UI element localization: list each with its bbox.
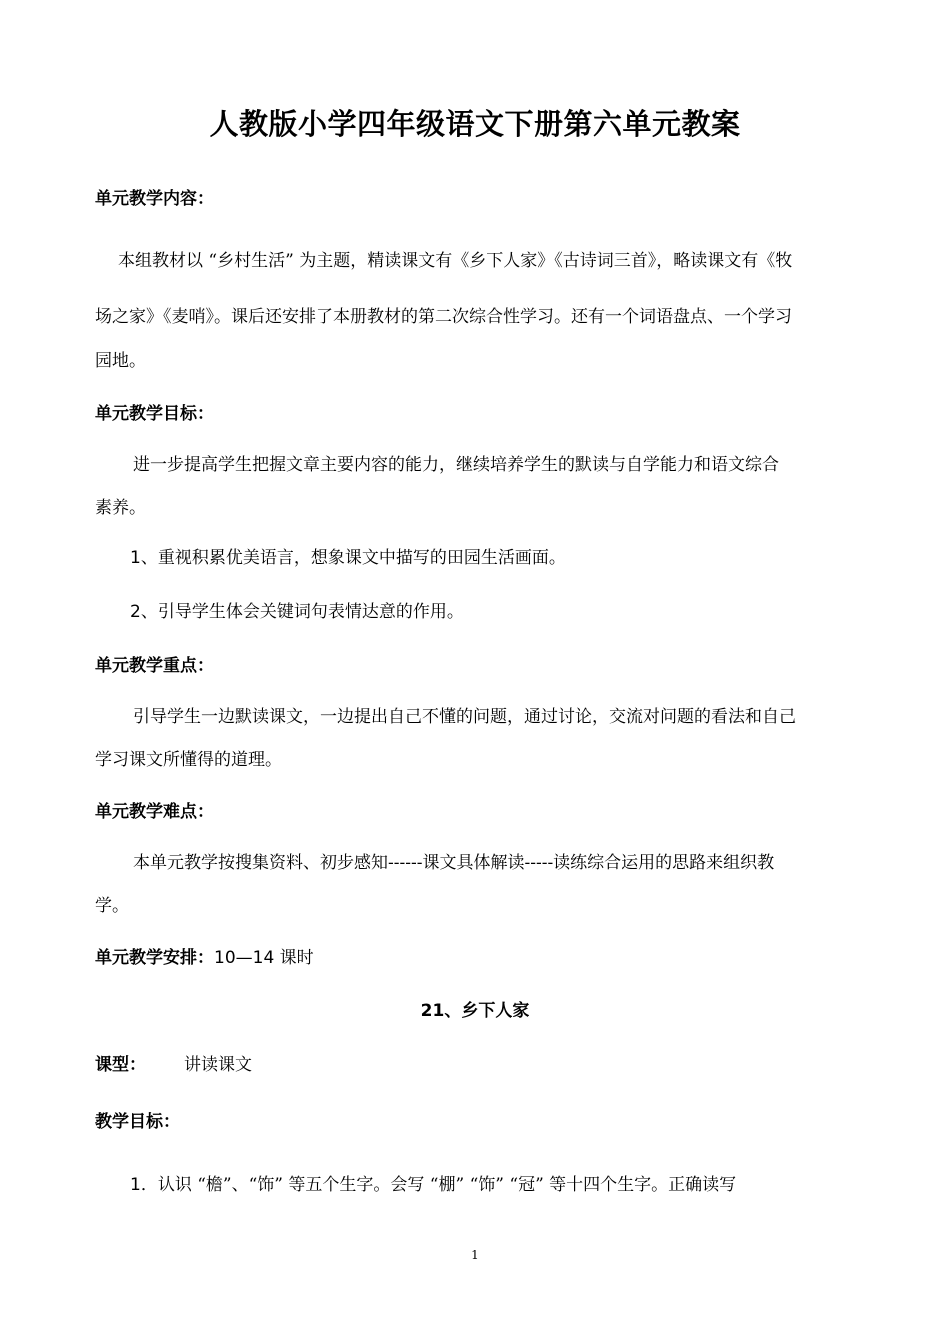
unit-content-line-1: 本组教材以 “乡村生活” 为主题，精读课文有《乡下人家》《古诗词三首》，略读课文有《牧 [118, 251, 793, 271]
unit-content-line-2: 场之家》《麦哨》。课后还安排了本册教材的第二次综合性学习。还有一个词语盘点、一个学习 [95, 307, 792, 327]
lesson-type-label: 课型： [95, 1055, 146, 1075]
document-title: 人教版小学四年级语文下册第六单元教案 [209, 107, 741, 141]
lesson-type [95, 1050, 252, 1075]
unit-schedule-unit: 课时 [274, 948, 314, 968]
unit-key-points-heading: 单元教学重点： [95, 656, 214, 676]
lesson-goal-number-1: 1． [130, 1175, 158, 1195]
unit-goals-line-1: 进一步提高学生把握文章主要内容的能力，继续培养学生的默读与自学能力和语文综合 [133, 455, 779, 475]
unit-schedule-heading: 单元教学安排： [95, 948, 214, 968]
unit-goals-heading: 单元教学目标： [95, 404, 214, 424]
unit-schedule [95, 943, 314, 968]
unit-content-heading: 单元教学内容： [95, 189, 214, 209]
unit-difficulties-heading: 单元教学难点： [95, 802, 214, 822]
unit-key-points-line-2: 学习课文所懂得的道理。 [95, 750, 282, 770]
unit-schedule-hours: 10—14 [214, 948, 275, 968]
unit-difficulties-line-2: 学。 [95, 896, 129, 916]
unit-content-line-3: 园地。 [95, 351, 146, 371]
lesson-goal-item-1 [130, 1170, 736, 1195]
unit-goal-item-1 [130, 543, 566, 568]
unit-difficulties-line-1: 本单元教学按搜集资料、初步感知------课文具体解读-----读练综合运用的思路来组织教 [133, 853, 775, 873]
unit-goal-item-2 [130, 597, 464, 622]
unit-key-points-line-1: 引导学生一边默读课文，一边提出自己不懂的问题，通过讨论，交流对问题的看法和自己 [133, 707, 796, 727]
lesson-goals-heading: 教学目标： [95, 1112, 180, 1132]
unit-goals-line-2: 素养。 [95, 498, 146, 518]
unit-goal-text-1: 、重视积累优美语言，想象课文中描写的田园生活画面。 [140, 548, 566, 568]
lesson-title: 21、乡下人家 [420, 1001, 530, 1021]
unit-goal-number-1: 1 [130, 548, 141, 568]
unit-goal-text-2: 、引导学生体会关键词句表情达意的作用。 [140, 602, 464, 622]
lesson-type-value: 讲读课文 [184, 1055, 252, 1075]
page-number: 1 [471, 1248, 479, 1262]
unit-goal-number-2: 2 [130, 602, 141, 622]
lesson-goal-text-1: 认识 “檐”、“饰” 等五个生字。会写 “棚” “饰” “冠” 等十四个生字。正确读写 [157, 1175, 737, 1195]
